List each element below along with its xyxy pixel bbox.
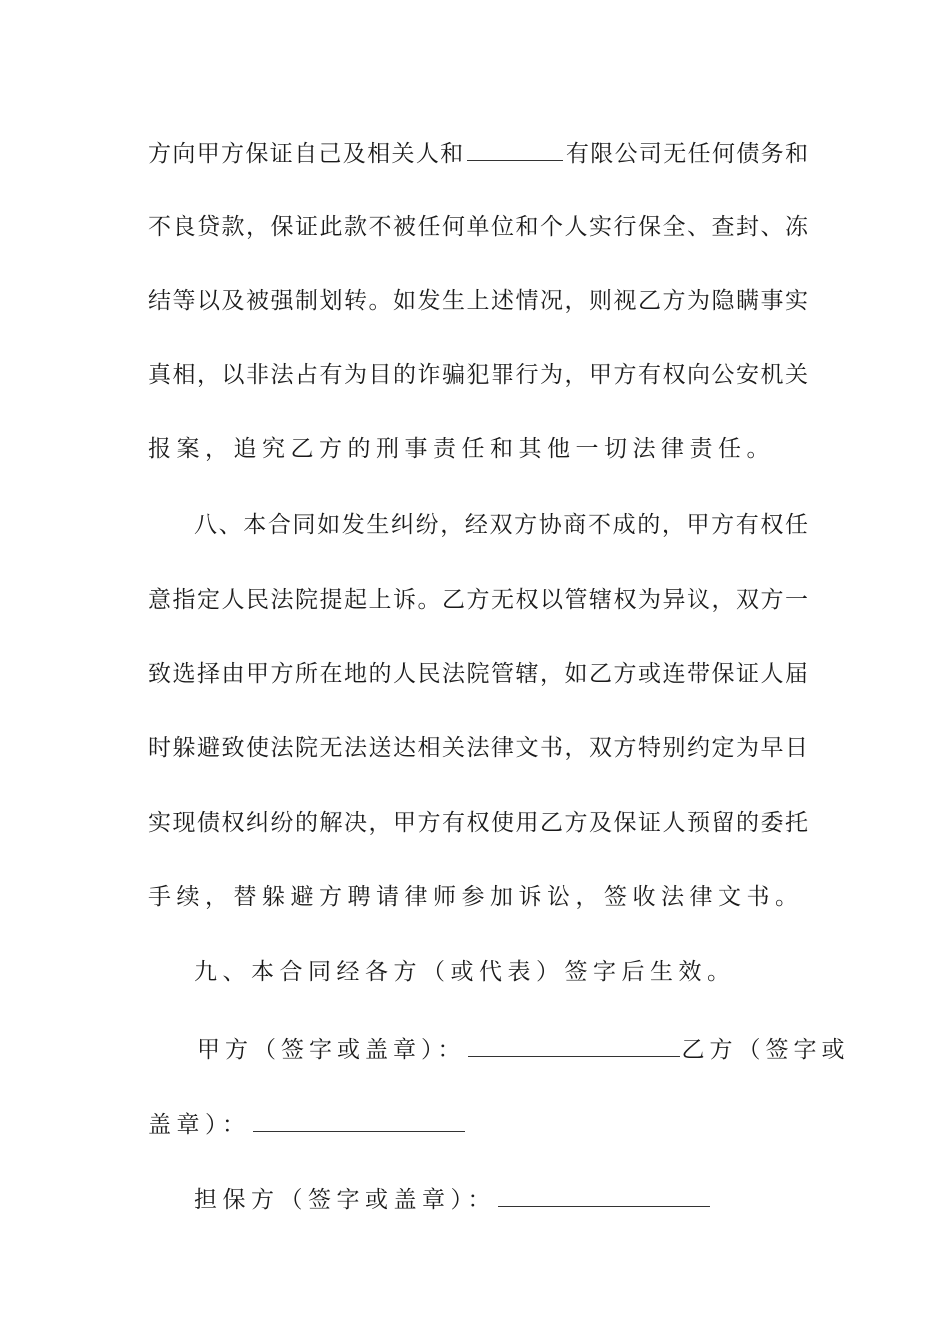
text-segment: 方向甲方保证自己及相关人和 — [148, 141, 465, 167]
clause-7-line-5: 报案，追究乙方的刑事责任和其他一切法律责任。 — [148, 436, 775, 462]
company-name-blank — [467, 138, 563, 161]
clause-7-line-1 — [148, 138, 808, 168]
party-b-label-continued: 盖章）： — [148, 1112, 251, 1138]
signature-line-party-b — [148, 1109, 808, 1139]
clause-7-line-2: 不良贷款，保证此款不被任何单位和个人实行保全、查封、冻 — [148, 214, 808, 240]
clause-8-line-5: 实现债权纠纷的解决，甲方有权使用乙方及保证人预留的委托 — [148, 810, 808, 836]
party-a-signature-blank — [468, 1034, 680, 1057]
clause-8-line-6: 手续，替躲避方聘请律师参加诉讼，签收法律文书。 — [148, 884, 804, 910]
clause-8-line-2: 意指定人民法院提起上诉。乙方无权以管辖权为异议，双方一 — [148, 587, 808, 613]
clause-7-line-4: 真相，以非法占有为目的诈骗犯罪行为，甲方有权向公安机关 — [148, 362, 808, 388]
clause-8-line-1: 八、本合同如发生纠纷，经双方协商不成的，甲方有权任 — [194, 512, 808, 538]
signature-line-party-a — [197, 1034, 850, 1064]
party-b-label: 乙方（签字或 — [681, 1037, 850, 1063]
clause-9: 九、本合同经各方（或代表）签字后生效。 — [194, 959, 736, 985]
text-segment: 有限公司无任何债务和 — [564, 141, 809, 167]
guarantor-signature-blank — [498, 1184, 710, 1207]
party-b-signature-blank — [253, 1109, 465, 1132]
clause-7-line-3: 结等以及被强制划转。如发生上述情况，则视乙方为隐瞒事实 — [148, 288, 808, 314]
guarantor-label: 担保方（签字或盖章）： — [194, 1187, 496, 1213]
clause-8-line-3: 致选择由甲方所在地的人民法院管辖，如乙方或连带保证人届 — [148, 661, 808, 687]
party-a-label: 甲方（签字或盖章）： — [197, 1037, 466, 1063]
clause-8-line-4: 时躲避致使法院无法送达相关法律文书，双方特别约定为早日 — [148, 735, 808, 761]
signature-line-guarantor — [194, 1184, 808, 1214]
